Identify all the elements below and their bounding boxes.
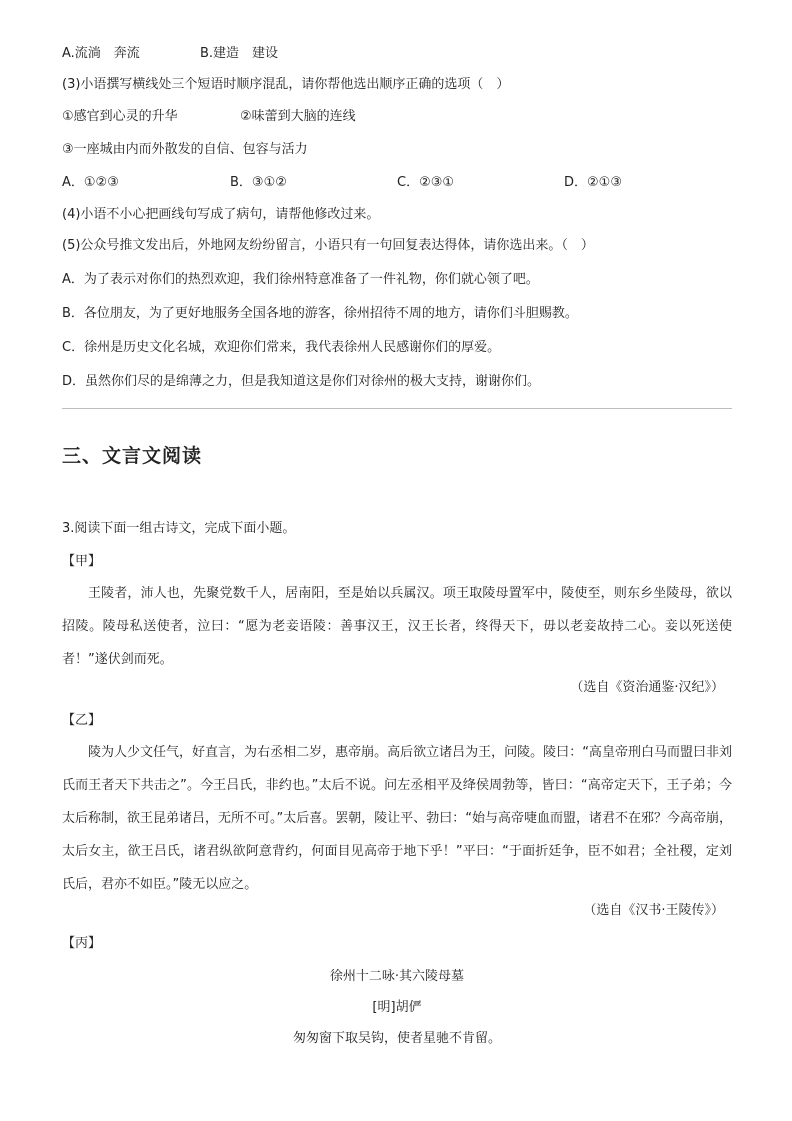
q3-option-d: D．②①③ — [564, 175, 622, 190]
q3-option-a: A．①②③ — [62, 175, 119, 190]
passage-yi-text: 陵为人少文任气，好直言，为右丞相二岁，惠帝崩。高后欲立诸吕为王，问陵。陵曰：“高皇帝刑白马而盟曰非刘氏而王者天下共击之”。今王吕氏，非约也。”太后不说。问左丞相平及绛侯周勃等，皆曰：“高帝定天下，王子弟；今太后称制，欲王昆弟诸吕，无所不可。”太后喜。罢朝，陵让平、勃曰：“始与高帝啑血而盟，诸君不在邪？今高帝崩，太后女主，欲王吕氏，诸君纵欲阿意背约，何面目见高帝于地下乎！”平曰：“于面折廷争，臣不如君；全社稷，定刘氏后，君亦不如臣。”陵无以应之。 — [62, 745, 732, 892]
q3-option-b: B．③①② — [230, 175, 287, 190]
prev-option-a: A.流淌 奔流 — [62, 46, 140, 61]
passage-jia-text: 王陵者，沛人也，先聚党数千人，居南阳，至是始以兵属汉。项王取陵母置军中，陵使至，则东乡坐陵母，欲以招陵。陵母私送使者，泣曰：“愿为老妾语陵：善事汉王，汉王长者，终得天下，毋以老妾故持二心。妾以死送使者！”遂伏剑而死。 — [62, 586, 732, 667]
phrase-3: ③一座城由内而外散发的自信、包容与活力 — [62, 142, 308, 157]
section-title: 三、文言文阅读 — [62, 445, 203, 467]
question-intro: 3.阅读下面一组古诗文，完成下面小题。 — [62, 521, 296, 536]
q5-option-a: A．为了表示对你们的热烈欢迎，我们徐州特意准备了一件礼物，你们就心领了吧。 — [62, 272, 539, 287]
section-divider — [62, 408, 732, 409]
q3-prompt: (3)小语撰写横线处三个短语时顺序混乱，请你帮他选出顺序正确的选项（ ） — [62, 77, 510, 92]
prev-option-b: B.建造 建设 — [200, 46, 279, 61]
q5-option-c: C．徐州是历史文化名城，欢迎你们常来，我代表徐州人民感谢你们的厚爱。 — [62, 340, 501, 355]
passage-jia-label: 【甲】 — [62, 554, 102, 569]
phrase-2: ②味蕾到大脑的连线 — [240, 109, 356, 124]
poem-line-1: 匆匆窗下取吴钩，使者星驰不肯留。 — [292, 1031, 501, 1046]
passage-jia-source: （选自《资治通鉴·汉纪》） — [570, 680, 724, 695]
poem-title: 徐州十二咏·其六陵母墓 — [329, 969, 465, 984]
q5-prompt: (5)公众号推文发出后，外地网友纷纷留言，小语只有一句回复表达得体，请你选出来。（ ） — [62, 238, 594, 253]
q5-option-b: B．各位朋友，为了更好地服务全国各地的游客，徐州招待不周的地方，请你们斗胆赐教。 — [62, 306, 578, 321]
q5-option-d: D．虽然你们尽的是绵薄之力，但是我知道这是你们对徐州的极大支持，谢谢你们。 — [62, 374, 541, 389]
q4-prompt: (4)小语不小心把画线句写成了病句，请帮他修改过来。 — [62, 207, 380, 222]
passage-yi-source: （选自《汉书·王陵传》） — [583, 903, 724, 918]
q3-option-c: C．②③① — [397, 175, 455, 190]
phrase-1: ①感官到心灵的升华 — [62, 109, 178, 124]
passage-yi-label: 【乙】 — [62, 713, 102, 728]
passage-bing-label: 【丙】 — [62, 936, 102, 951]
poem-author: [明]胡俨 — [372, 1000, 422, 1015]
